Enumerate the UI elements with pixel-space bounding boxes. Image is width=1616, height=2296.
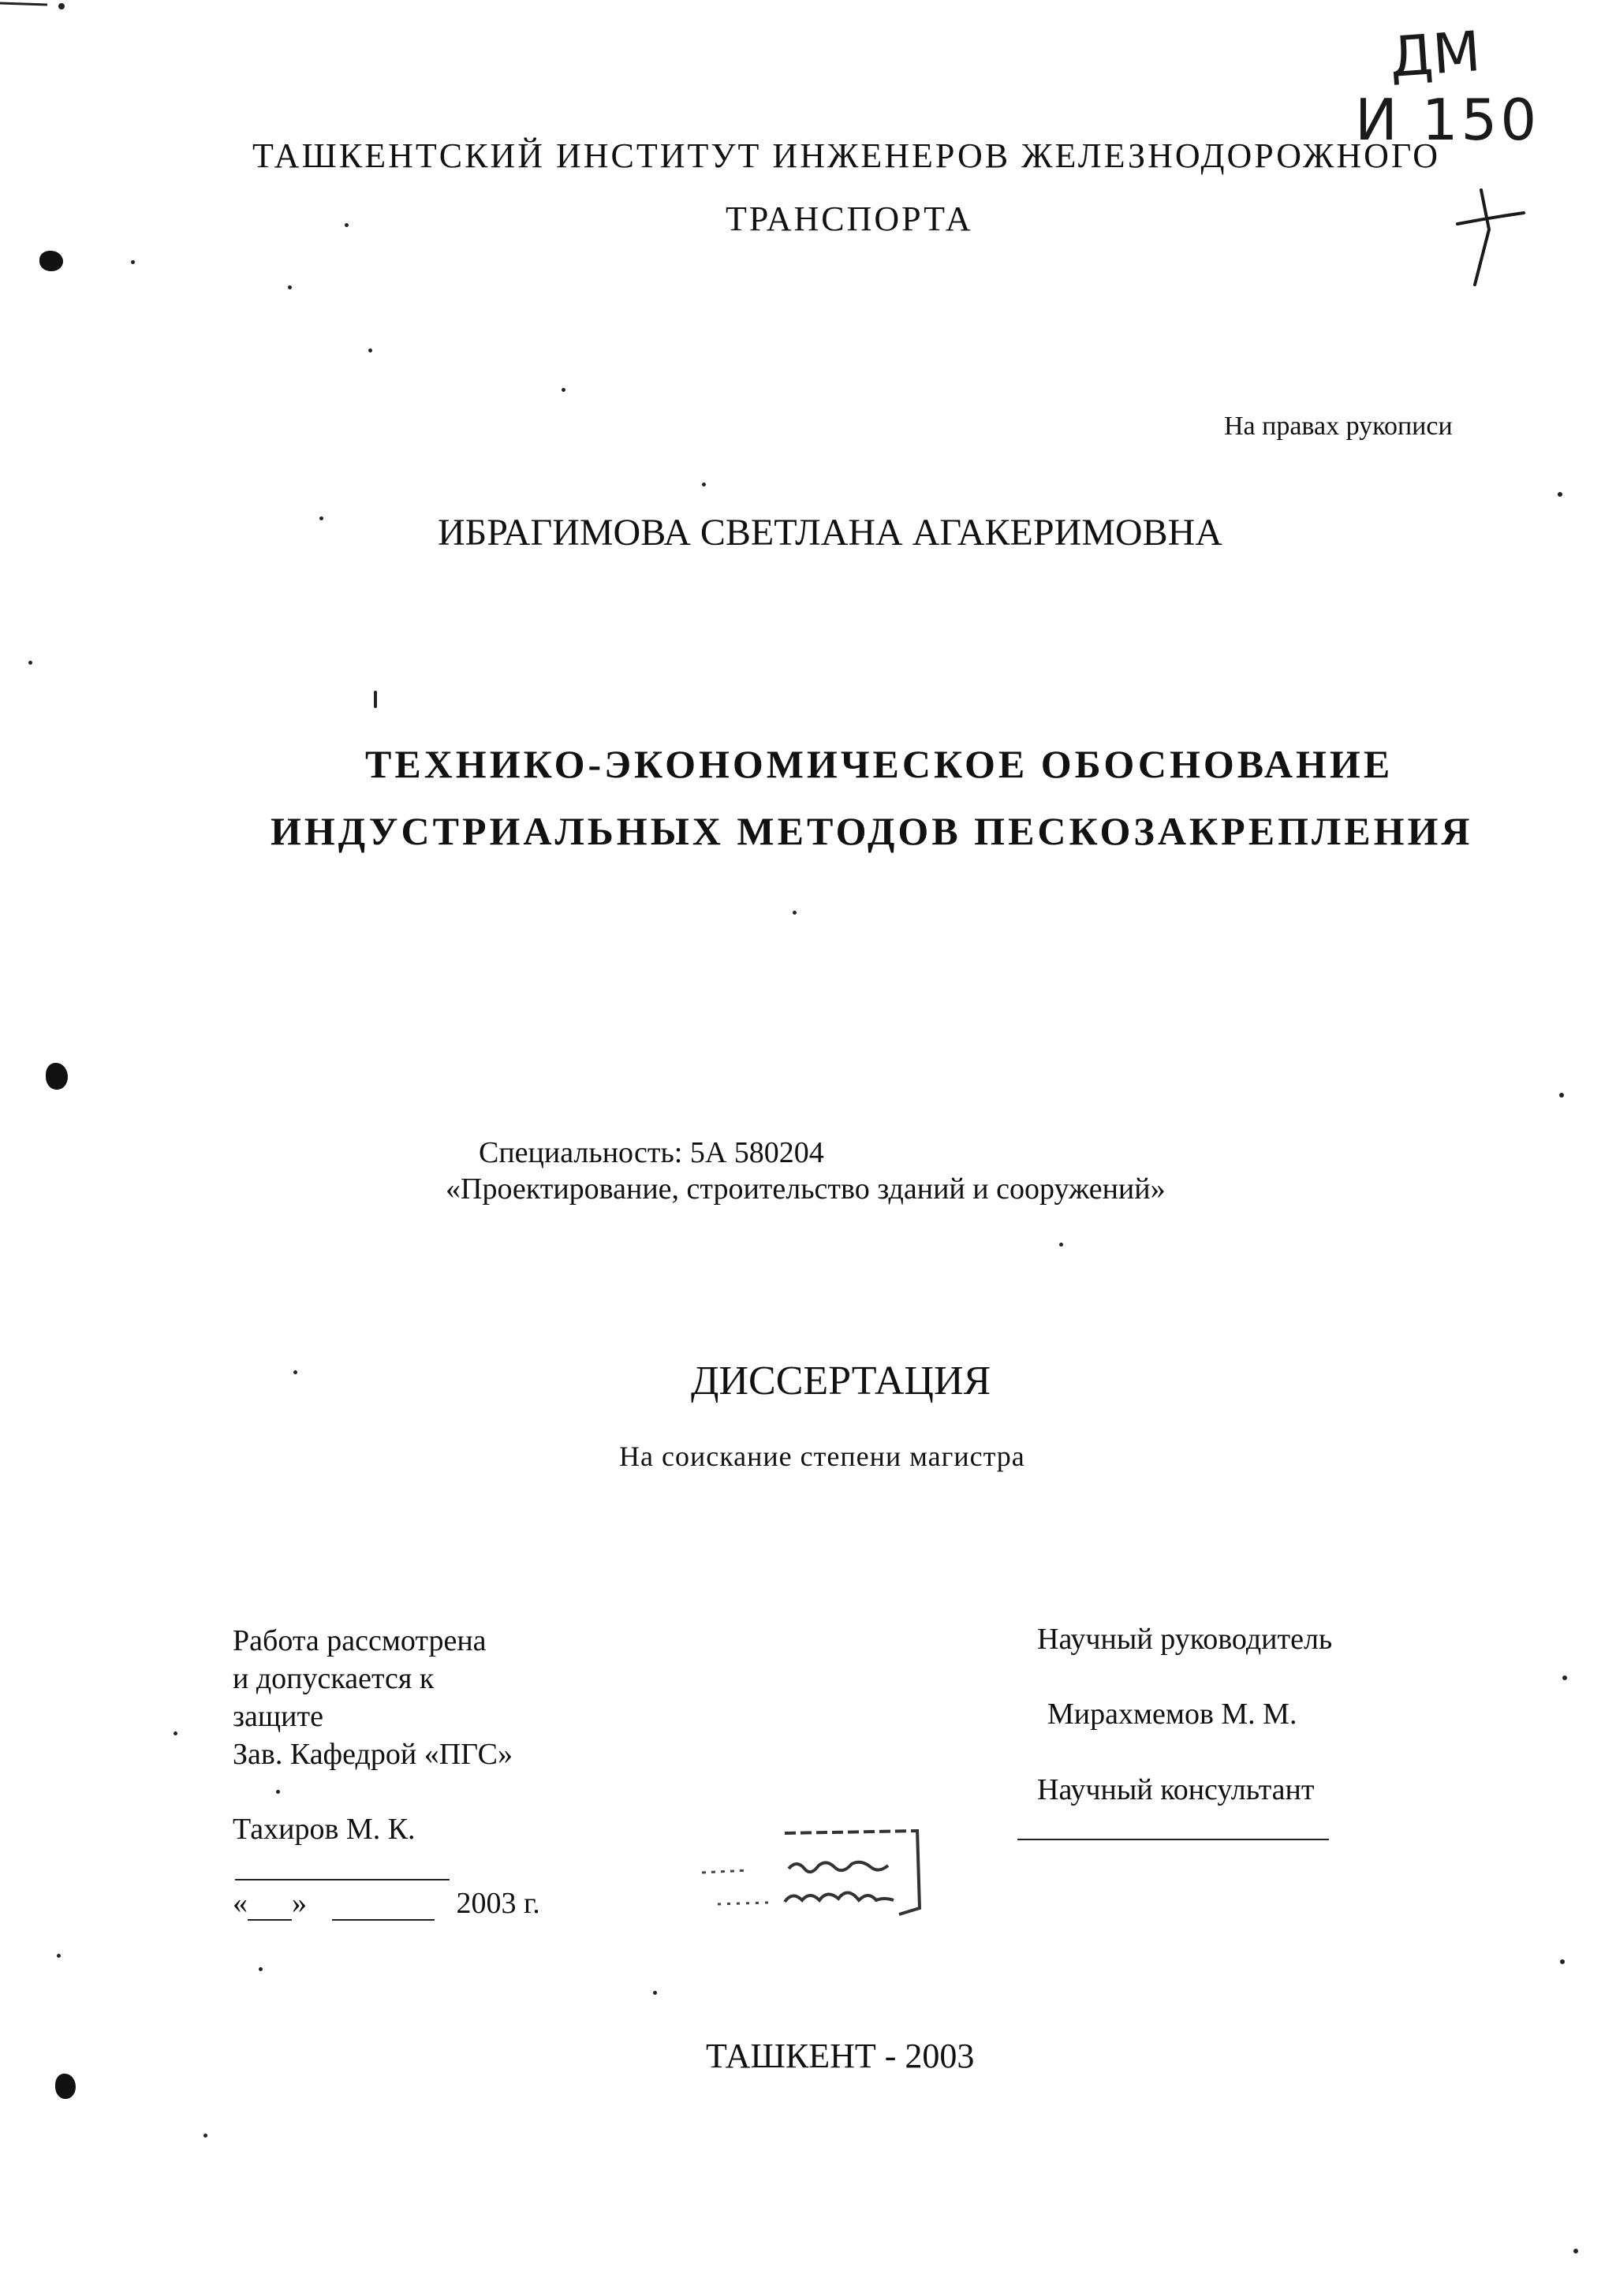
scan-speck xyxy=(28,661,32,665)
approval-line-3: защите xyxy=(233,1700,323,1733)
approval-line-1: Работа рассмотрена xyxy=(233,1624,487,1657)
supervisor-label: Научный руководитель xyxy=(1037,1623,1333,1656)
approval-date xyxy=(233,1886,540,1921)
consultant-signature-line xyxy=(1017,1839,1329,1840)
scan-speck xyxy=(562,388,565,392)
handwritten-code-line1: ДМ xyxy=(1387,19,1483,90)
specialty-code: Специальность: 5А 580204 xyxy=(479,1136,824,1169)
head-signature-line xyxy=(235,1879,450,1880)
scan-speck xyxy=(288,285,292,289)
rights-note: На правах рукописи xyxy=(1224,412,1453,441)
date-month-blank xyxy=(332,1895,435,1921)
institute-name-line2: ТРАНСПОРТА xyxy=(726,199,973,238)
thesis-title-line1: ТЕХНИКО-ЭКОНОМИЧЕСКОЕ ОБОСНОВАНИЕ xyxy=(365,742,1394,786)
consultant-label: Научный консультант xyxy=(1037,1773,1315,1806)
institute-name: ТАШКЕНТСКИЙ ИНСТИТУТ ИНЖЕНЕРОВ ЖЕЛЕЗНОДОРОЖНОГО xyxy=(252,136,1441,175)
date-quote-open: « xyxy=(233,1887,248,1920)
author-name: ИБРАГИМОВА СВЕТЛАНА АГАКЕРИМОВНА xyxy=(438,512,1222,554)
scan-speck xyxy=(1558,492,1562,497)
scan-speck xyxy=(1573,2249,1578,2253)
handwritten-code-line2: И 150 xyxy=(1355,87,1540,153)
scan-speck xyxy=(793,911,797,915)
library-stamp-icon xyxy=(694,1813,931,1924)
scan-speck xyxy=(131,260,135,264)
scan-speck xyxy=(293,1370,297,1374)
handwritten-mark-icon xyxy=(1443,186,1530,289)
thesis-title-line2: ИНДУСТРИАЛЬНЫХ МЕТОДОВ ПЕСКОЗАКРЕПЛЕНИЯ xyxy=(271,809,1473,853)
scan-speck xyxy=(319,516,323,520)
scan-blob-3 xyxy=(55,2074,76,2099)
scan-speck xyxy=(203,2134,207,2138)
document-type: ДИССЕРТАЦИЯ xyxy=(691,1359,991,1403)
scan-blob-2 xyxy=(46,1063,68,1090)
specialty-name: «Проектирование, строительство зданий и сооружений» xyxy=(446,1172,1166,1206)
scan-speck xyxy=(1560,1959,1565,1964)
date-year: 2003 г. xyxy=(456,1887,540,1920)
scan-blob-1 xyxy=(39,251,63,271)
city-year: ТАШКЕНТ - 2003 xyxy=(706,2037,975,2075)
scan-speck xyxy=(1559,1093,1564,1098)
scan-speck xyxy=(374,691,377,708)
scan-speck xyxy=(57,1954,61,1958)
scan-speck xyxy=(345,223,349,227)
approval-line-4: Зав. Кафедрой «ПГС» xyxy=(233,1738,513,1771)
scan-speck xyxy=(653,1991,657,1995)
approval-line-2: и допускается к xyxy=(233,1662,435,1695)
approval-block xyxy=(233,1622,513,1773)
department-head-name: Тахиров М. К. xyxy=(233,1813,416,1846)
date-day-blank xyxy=(248,1895,292,1921)
scan-speck xyxy=(174,1731,177,1735)
scan-speck xyxy=(702,483,706,486)
scan-speck xyxy=(259,1967,263,1971)
date-quote-close: » xyxy=(292,1887,307,1920)
scan-speck xyxy=(276,1790,280,1794)
scan-speck xyxy=(1059,1243,1063,1247)
scan-speck xyxy=(1562,1675,1567,1680)
scan-artefact-icon xyxy=(0,0,95,16)
supervisor-name: Мирахмемов М. М. xyxy=(1047,1698,1297,1731)
scan-speck xyxy=(368,348,372,352)
degree-line: На соискание степени магистра xyxy=(619,1441,1025,1472)
